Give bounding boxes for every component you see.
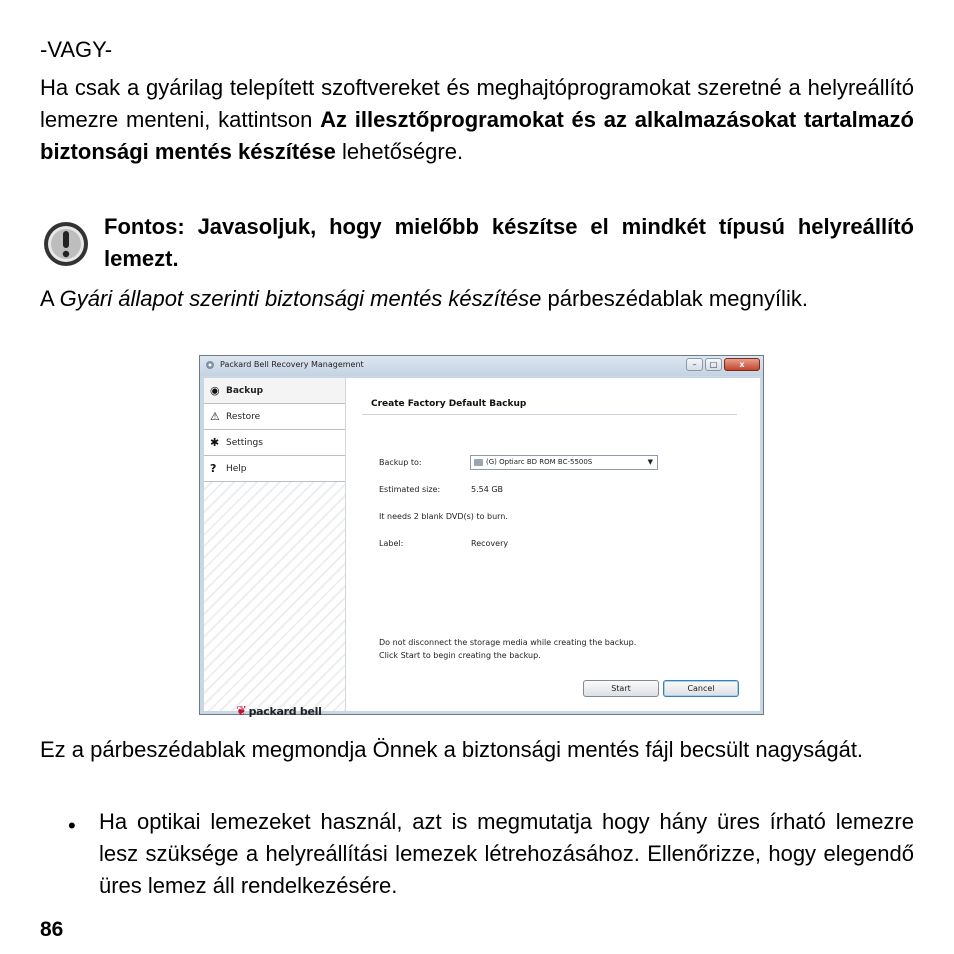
dvd-count-note: It needs 2 blank DVD(s) to burn. bbox=[379, 512, 508, 521]
important-note: Fontos: Javasoljuk, hogy mielőbb készítse el mindkét típusú helyreállító lemezt. bbox=[104, 214, 914, 271]
content-title: Create Factory Default Backup bbox=[371, 399, 527, 409]
help-icon: ? bbox=[210, 462, 217, 475]
paragraph-dialog-explains: Ez a párbeszédablak megmondja Önnek a biztonsági mentés fájl becsült nagyságát. bbox=[40, 737, 864, 762]
sidebar-item-backup[interactable] bbox=[204, 378, 345, 404]
sidebar-item-label: Backup bbox=[226, 386, 264, 396]
label-field-value: Recovery bbox=[471, 539, 509, 548]
settings-icon: ✱ bbox=[210, 436, 220, 449]
option-name: Az illesztőprogramokat és az alkalmazásokat tartalmazó biztonsági mentés készítése bbox=[40, 107, 914, 164]
cancel-button[interactable]: Cancel bbox=[663, 680, 739, 697]
or-heading: -VAGY- bbox=[40, 37, 113, 62]
content-panel bbox=[346, 378, 760, 711]
app-icon bbox=[205, 360, 215, 370]
page-number: 86 bbox=[40, 918, 64, 941]
footer-instruction: Click Start to begin creating the backup. bbox=[379, 651, 541, 660]
window-title: Packard Bell Recovery Management bbox=[220, 360, 364, 369]
sidebar-item-help[interactable] bbox=[204, 456, 345, 482]
divider bbox=[362, 414, 737, 415]
paragraph-text: Ha csak a gyárilag telepített szoftvereket és meghajtóprogramokat szeretné a helyreállító lemezre menteni, kattintson bbox=[40, 75, 914, 132]
close-button[interactable]: x bbox=[724, 358, 760, 371]
maximize-button[interactable]: □ bbox=[705, 358, 722, 371]
paragraph-tail: lehetőségre. bbox=[335, 139, 464, 164]
drive-icon bbox=[474, 459, 483, 466]
footer-warning: Do not disconnect the storage media while creating the backup. bbox=[379, 638, 637, 647]
start-button[interactable]: Start bbox=[583, 680, 659, 697]
minimize-button[interactable]: – bbox=[686, 358, 703, 371]
logo-mark-icon: ❦ bbox=[236, 704, 247, 719]
bullet-item: Ha optikai lemezeket használ, azt is megmutatja hogy hány üres írható lemezre lesz szüksége a helyreállítási lemezek létrehozásához. Ellenőrizze, hogy elegendő üres lemez áll rendelkezésére. bbox=[99, 809, 914, 898]
sidebar-item-label: Restore bbox=[226, 412, 261, 422]
estimated-size-label: Estimated size: bbox=[379, 485, 441, 494]
restore-icon: ⚠ bbox=[210, 410, 220, 423]
bullet-marker: • bbox=[68, 813, 76, 838]
recovery-management-window bbox=[199, 355, 764, 719]
sidebar-item-restore[interactable] bbox=[204, 404, 345, 430]
logo-text: packard bell bbox=[248, 705, 322, 718]
backup-destination-value: (G) Optiarc BD ROM BC-5500S bbox=[486, 458, 593, 466]
backup-destination-select[interactable] bbox=[470, 455, 658, 470]
sidebar bbox=[204, 378, 346, 719]
sidebar-item-label: Settings bbox=[226, 438, 263, 448]
paragraph-prefix: A bbox=[40, 286, 60, 311]
estimated-size-value: 5.54 GB bbox=[471, 485, 504, 494]
chevron-down-icon: ▼ bbox=[647, 458, 653, 466]
dialog-name: Gyári állapot szerinti biztonsági mentés készítése bbox=[59, 286, 542, 311]
sidebar-item-settings[interactable] bbox=[204, 430, 345, 456]
backup-icon: ◉ bbox=[210, 384, 220, 397]
packard-bell-logo bbox=[236, 704, 322, 719]
sidebar-item-label: Help bbox=[226, 464, 247, 474]
label-field-label: Label: bbox=[379, 539, 404, 548]
paragraph-suffix: párbeszédablak megnyílik. bbox=[541, 286, 808, 311]
important-icon bbox=[42, 220, 90, 268]
paragraph-backup-choice bbox=[40, 72, 914, 168]
backup-to-label: Backup to: bbox=[379, 458, 422, 467]
paragraph-dialog-opens bbox=[40, 283, 914, 315]
title-bar bbox=[200, 356, 763, 376]
